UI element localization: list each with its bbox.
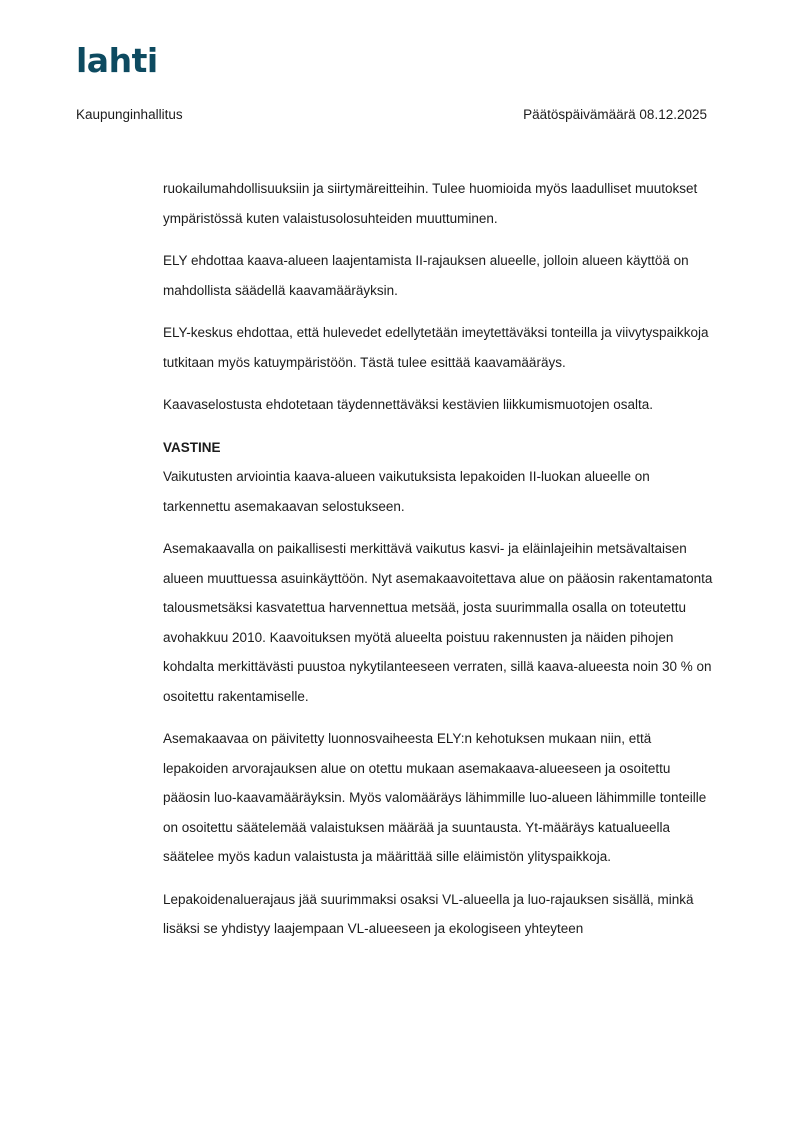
paragraph: Lepakoidenaluerajaus jää suurimmaksi osaksi VL-alueella ja luo-rajauksen sisällä, minkä lisäksi se yhdistyy laajempaan VL-alueeseen ja ekologiseen yhteyteen [163, 891, 694, 936]
paragraph: ELY-keskus ehdottaa, että hulevedet edellytetään imeytettäväksi tonteilla ja viivytyspaikkoja tutkitaan myös katuympäristöön. Tästä tulee esittää kaavamääräys. [163, 325, 709, 370]
document-body [163, 174, 713, 957]
paragraph: ruokailumahdollisuuksiin ja siirtymäreitteihin. Tulee huomioida myös laadulliset muutokset ympäristössä kuten valaistusolosuhteiden muuttuminen. [163, 181, 698, 226]
decision-date: Päätöspäivämäärä 08.12.2025 [523, 107, 707, 122]
paragraph: Asemakaavalla on paikallisesti merkittävä vaikutus kasvi- ja eläinlajeihin metsävaltaisen alueen muuttuessa asuinkäyttöön. Nyt asemakaavoitettava alue on pääosin rakentamatonta talousmetsäksi kasvatettua harvennettua metsää, josta suurimmalla osalla on toteutettu avohakkuu 2010. Kaavoituksen myötä alueelta poistuu rakennusten ja näiden pihojen kohdalta merkittävästi puustoa nykytilanteeseen verraten, sillä kaava-alueesta noin 30 % on osoitettu rakentamiselle. [163, 541, 713, 704]
paragraph: Asemakaavaa on päivitetty luonnosvaiheesta ELY:n kehotuksen mukaan niin, että lepakoiden arvorajauksen alue on otettu mukaan asemakaava-alueeseen ja osoitettu pääosin luo-kaavamääräyksin. Myös valomääräys lähimmille luo-alueen lähimmille tonteille on osoitettu säätelemää valaistuksen määrää ja suuntausta. Yt-määräys katualueella säätelee myös kadun valaistusta ja määrittää sille eläimistön ylityspaikkoja. [163, 731, 707, 864]
paragraph: ELY ehdottaa kaava-alueen laajentamista II-rajauksen alueelle, jolloin alueen käyttöä on mahdollista säädellä kaavamääräyksin. [163, 253, 689, 298]
organization-name: Kaupunginhallitus [76, 107, 183, 122]
lahti-logo: lahti [76, 41, 158, 80]
paragraph: Vaikutusten arviointia kaava-alueen vaikutuksista lepakoiden II-luokan alueelle on tarkennettu asemakaavan selostukseen. [163, 469, 650, 514]
paragraph: Kaavaselostusta ehdotetaan täydennettäväksi kestävien liikkumismuotojen osalta. [163, 397, 654, 412]
section-heading: VASTINE [163, 439, 221, 455]
